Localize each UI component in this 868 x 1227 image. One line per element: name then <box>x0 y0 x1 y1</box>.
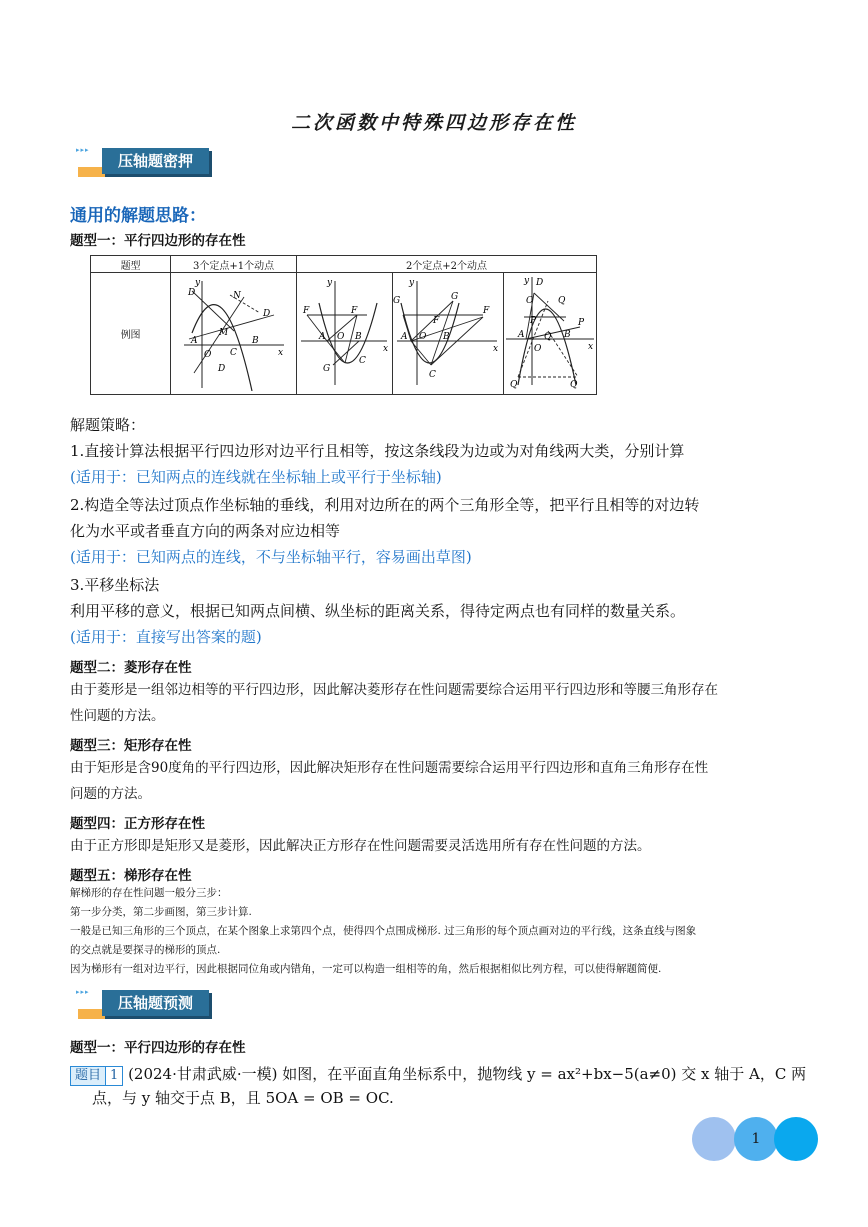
label-F1: F <box>302 306 310 316</box>
label-D3: D <box>262 309 270 319</box>
label-O: O <box>203 350 211 360</box>
label-A: A <box>318 332 326 342</box>
label-M: M <box>218 328 228 338</box>
question-line1: (2024·甘肃武威·一模) 如图，在平面直角坐标系中，抛物线 y = ax²+bx−5(a≠0) 交 x 轴于 A，C 两 <box>128 1065 807 1083</box>
label-P: P <box>530 316 537 326</box>
type5-line5: 因为梯形有一组对边平行，因此根据同位角或内错角，一定可以构造一组相等的角，然后根据相似比列方程，可以使得解题简便. <box>70 963 662 975</box>
section-banner-secret <box>76 144 236 174</box>
type4-heading: 题型四：正方形存在性 <box>70 816 205 832</box>
label-y: y <box>326 278 333 288</box>
strategy-3-text: 利用平移的意义，根据已知两点间横、纵坐标的距离关系，得待定两点也有同样的数量关系。 <box>70 602 686 620</box>
strategy-3: 3.平移坐标法 <box>70 576 160 594</box>
figure-two-fixed-points-a <box>297 273 392 391</box>
type2-line1: 由于菱形是一组邻边相等的平行四边形，因此解决菱形存在性问题需要综合运用平行四边形和等腰三角形存在 <box>70 682 718 698</box>
table-header-col2: 2个定点+2个动点 <box>296 256 596 273</box>
label-O: O <box>534 344 542 354</box>
label-B: B <box>251 336 259 346</box>
type3-line1: 由于矩形是含90度角的平行四边形，因此解决矩形存在性问题需要综合运用平行四边形和直角三角形存在性 <box>70 760 709 776</box>
strategy-2-note: (适用于：已知两点的连线，不与坐标轴平行，容易画出草图) <box>70 548 472 566</box>
page-circle-left <box>692 1117 736 1161</box>
type2-line2: 性问题的方法。 <box>70 708 165 724</box>
table-row-label: 例图 <box>91 273 171 395</box>
label-F1: F <box>482 306 490 316</box>
figure-cell-1 <box>171 273 297 395</box>
label-B: B <box>354 332 362 342</box>
label-x: x <box>277 348 283 358</box>
label-A: A <box>190 336 198 346</box>
label-x: x <box>492 344 499 354</box>
banner-arrows-icon: ▸▸▸ <box>76 146 90 154</box>
label-G: G <box>322 364 331 374</box>
banner-label: 压轴题密押 <box>102 148 209 174</box>
figure-two-fixed-points-c <box>504 273 596 391</box>
figure-three-fixed-points <box>174 273 294 391</box>
label-Q: Q <box>558 296 566 306</box>
label-C: C <box>358 356 366 366</box>
label-C: C <box>229 348 237 358</box>
table-header-col1: 3个定点+1个动点 <box>171 256 297 273</box>
label-x: x <box>382 344 389 354</box>
type5-line2: 第一步分类，第二步画图，第三步计算. <box>70 906 252 918</box>
question-tag: 题目 <box>70 1066 106 1086</box>
label-B: B <box>442 332 450 342</box>
label-D: D <box>536 278 544 288</box>
label-C: C <box>428 370 436 380</box>
strategy-3-note: (适用于：直接写出答案的题) <box>70 628 262 646</box>
strategy-1-note: (适用于：已知两点的连线就在坐标轴上或平行于坐标轴) <box>70 468 442 486</box>
label-O: O <box>418 332 427 342</box>
label-C: C <box>526 296 533 306</box>
strategy-heading: 解题策略： <box>70 416 146 434</box>
type5-line1: 解梯形的存在性问题一般分三步： <box>70 887 228 899</box>
label-D2: D <box>217 364 225 374</box>
type2-heading: 题型二：菱形存在性 <box>70 660 192 676</box>
figure-cell-4 <box>504 273 597 395</box>
figure-two-fixed-points-b <box>393 273 503 391</box>
label-F2: F <box>432 316 440 326</box>
figure-cell-2 <box>296 273 392 395</box>
strategy-2-line2: 化为水平或者垂直方向的两条对应边相等 <box>70 522 341 540</box>
label-F2: F <box>350 306 358 316</box>
label-G2: G <box>392 296 401 306</box>
type3-heading: 题型三：矩形存在性 <box>70 738 192 754</box>
question-number: 1 <box>105 1066 123 1086</box>
page-number: 1 <box>734 1117 778 1161</box>
type5-heading: 题型五：梯形存在性 <box>70 868 192 884</box>
label-A: A <box>400 332 408 342</box>
label-x: x <box>588 342 594 352</box>
label-Q: Q <box>570 380 578 390</box>
question-1 <box>70 1063 806 1086</box>
table-header-type: 题型 <box>91 256 171 273</box>
strategy-2-line1: 2.构造全等法过顶点作坐标轴的垂线，利用对边所在的两个三角形全等，把平行且相等的对边转 <box>70 496 700 514</box>
label-y: y <box>524 276 530 286</box>
strategy-1: 1.直接计算法根据平行四边形对边平行且相等，按这条线段为边或为对角线两大类，分别计算 <box>70 442 685 460</box>
label-y: y <box>194 278 200 288</box>
strategy-figure-table <box>90 255 597 395</box>
type4-line1: 由于正方形即是矩形又是菱形，因此解决正方形存在性问题需要灵活选用所有存在性问题的方法。 <box>70 838 651 854</box>
banner-label: 压轴题预测 <box>102 990 209 1016</box>
label-Q: Q <box>544 332 552 342</box>
label-A: A <box>518 330 525 340</box>
type3-line2: 问题的方法。 <box>70 786 151 802</box>
label-B: B <box>564 330 571 340</box>
question-line2: 点，与 y 轴交于点 B，且 5OA = OB = OC. <box>92 1089 394 1107</box>
type5-line4: 的交点就是要探寻的梯形的顶点. <box>70 944 221 956</box>
general-heading: 通用的解题思路： <box>70 206 206 226</box>
type5-line3: 一般是已知三角形的三个顶点，在某个图象上求第四个点，使得四个点围成梯形. 过三角形的每个顶点画对边的平行线，这条直线与图象 <box>70 925 697 937</box>
banner-arrows-icon: ▸▸▸ <box>76 988 90 996</box>
section-banner-predict <box>76 986 236 1016</box>
label-N: N <box>232 291 241 301</box>
predict-heading: 题型一：平行四边形的存在性 <box>70 1040 246 1056</box>
label-O: O <box>336 332 345 342</box>
type1-heading: 题型一：平行四边形的存在性 <box>70 233 246 249</box>
label-Q: Q <box>510 380 518 390</box>
label-y: y <box>408 278 415 288</box>
label-P: P <box>578 318 585 328</box>
page-title: 二次函数中特殊四边形存在性 <box>290 112 577 134</box>
label-G1: G <box>450 292 459 302</box>
page-circle-right <box>774 1117 818 1161</box>
label-D1: D <box>187 288 195 298</box>
figure-cell-3 <box>392 273 503 395</box>
